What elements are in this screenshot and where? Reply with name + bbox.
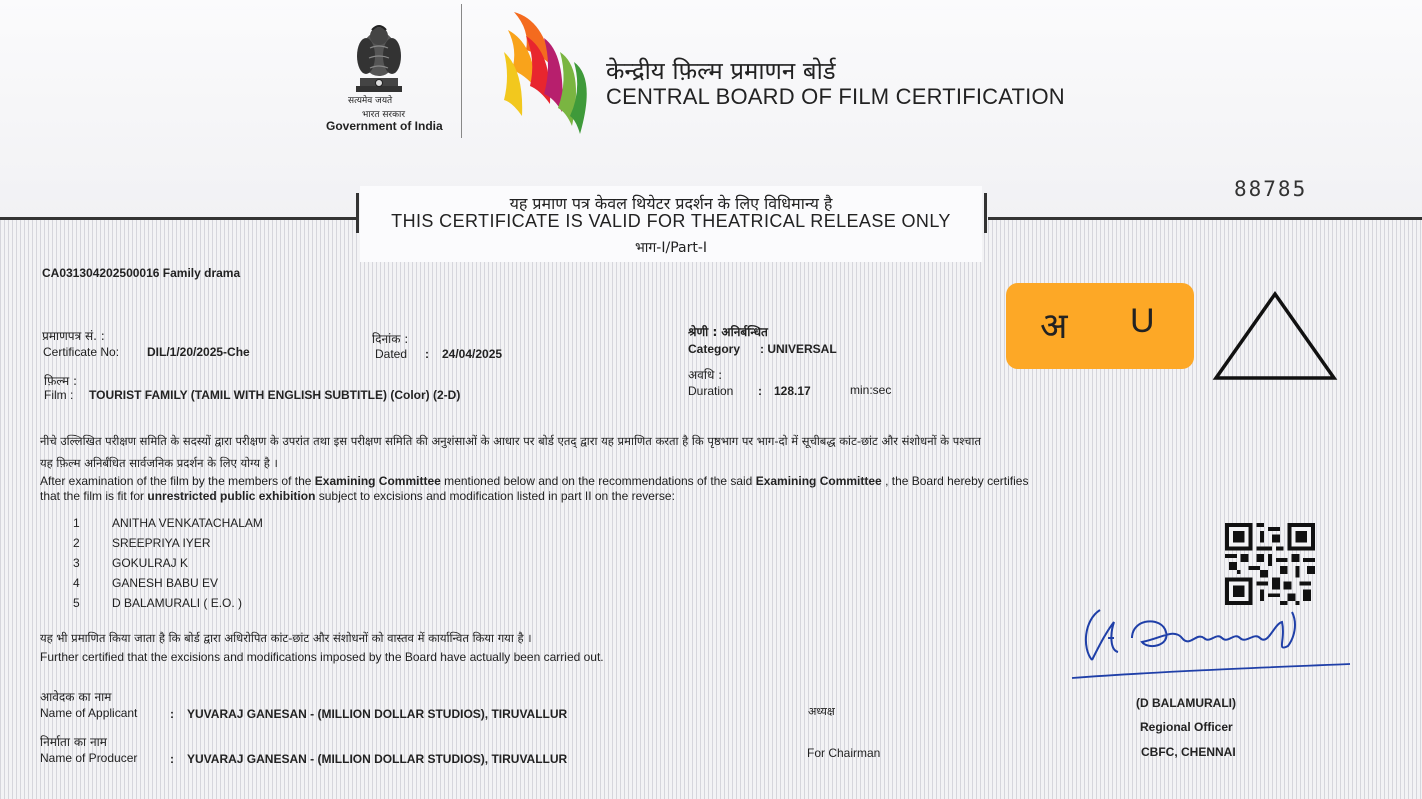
- committee-member: SREEPRIYA IYER: [112, 536, 211, 550]
- stmt-text: After examination of the film by the members of the: [40, 474, 315, 488]
- duration-label-hindi: अवधि :: [688, 368, 723, 382]
- qr-code-icon: [1224, 523, 1316, 605]
- committee-num: 5: [73, 596, 80, 610]
- rating-badge: [1006, 283, 1194, 369]
- further-english: Further certified that the excisions and modifications imposed by the Board have actually been carried out.: [40, 650, 604, 664]
- for-chairman: For Chairman: [807, 746, 881, 760]
- producer-name: YUVARAJ GANESAN - (MILLION DOLLAR STUDIOS), TIRUVALLUR: [187, 752, 568, 766]
- committee-member: GOKULRAJ K: [112, 556, 189, 570]
- rating-hindi: अ: [1040, 306, 1068, 347]
- board-name-hindi: केन्द्रीय फ़िल्म प्रमाणन बोर्ड: [606, 57, 836, 85]
- category-label-hindi: श्रेणी : अनिर्बन्धित: [688, 325, 768, 339]
- committee-num: 3: [73, 556, 80, 570]
- cert-no-value: DIL/1/20/2025-Che: [147, 345, 250, 359]
- applicant-separator: :: [170, 707, 174, 721]
- stmt-text: that the film is fit for: [40, 489, 148, 503]
- stmt-bold: unrestricted public exhibition: [147, 489, 316, 503]
- banner-bracket-right: [984, 193, 987, 233]
- signature-icon: [1070, 598, 1352, 686]
- producer-label-hindi: निर्माता का नाम: [40, 735, 107, 749]
- header-divider: [461, 4, 462, 138]
- statement-english-1: [40, 474, 1330, 488]
- statement-english-2: [40, 489, 675, 503]
- national-emblem-icon: [344, 18, 414, 96]
- cert-no-label: Certificate No:: [43, 345, 120, 359]
- rule-left: [0, 217, 358, 220]
- further-hindi: यह भी प्रमाणित किया जाता है कि बोर्ड द्वारा अधिरोपित कांट-छांट और संशोधनों को वास्तव में कार्यान्वित किया गया है ।: [40, 631, 532, 645]
- triangle-symbol-icon: [1212, 290, 1338, 382]
- stmt-text: subject to excisions and modification listed in part II on the reverse:: [315, 489, 675, 503]
- reference-number: CA031304202500016 Family drama: [42, 266, 241, 280]
- goi-hindi: भारत सरकार: [362, 110, 406, 120]
- rating-english: U: [1130, 302, 1155, 340]
- chairman-hindi: अध्यक्ष: [808, 705, 835, 718]
- film-title: TOURIST FAMILY (TAMIL WITH ENGLISH SUBTITLE) (Color) (2-D): [89, 388, 461, 402]
- applicant-label: Name of Applicant: [40, 706, 138, 720]
- banner-hindi: यह प्रमाण पत्र केवल थियेटर प्रदर्शन के लिए विधिमान्य है: [509, 194, 833, 213]
- officer-office: CBFC, CHENNAI: [1141, 745, 1236, 759]
- banner-english: THIS CERTIFICATE IS VALID FOR THEATRICAL RELEASE ONLY: [391, 211, 951, 231]
- stmt-bold: Examining Committee: [314, 474, 441, 488]
- committee-num: 4: [73, 576, 80, 590]
- duration-separator: :: [758, 384, 762, 398]
- goi-motto: सत्यमेव जयते: [348, 96, 393, 106]
- date-label: Dated: [375, 347, 408, 361]
- officer-name: (D BALAMURALI): [1136, 696, 1236, 710]
- banner-part: भाग-I/Part-I: [634, 240, 708, 256]
- stmt-text: mentioned below and on the recommendations of the said: [440, 474, 756, 488]
- date-label-hindi: दिनांक :: [372, 332, 409, 346]
- committee-num: 2: [73, 536, 80, 550]
- rule-right: [988, 217, 1422, 220]
- duration-label: Duration: [688, 384, 734, 398]
- duration-value: 128.17: [774, 384, 811, 398]
- date-separator: :: [425, 347, 429, 361]
- cbfc-logo-icon: [500, 8, 598, 136]
- applicant-name: YUVARAJ GANESAN - (MILLION DOLLAR STUDIOS), TIRUVALLUR: [187, 707, 568, 721]
- duration-unit: min:sec: [850, 383, 892, 397]
- officer-title: Regional Officer: [1140, 720, 1233, 734]
- producer-separator: :: [170, 752, 174, 766]
- stmt-bold: Examining Committee: [755, 474, 882, 488]
- statement-hindi-2: यह फ़िल्म अनिर्बंधित सार्वजनिक प्रदर्शन के लिए योग्य है ।: [40, 456, 278, 470]
- applicant-label-hindi: आवेदक का नाम: [40, 690, 112, 704]
- committee-member: ANITHA VENKATACHALAM: [112, 516, 263, 530]
- cert-no-label-hindi: प्रमाणपत्र सं. :: [42, 329, 105, 343]
- category-value: : UNIVERSAL: [760, 342, 837, 356]
- banner-bracket-left: [356, 193, 359, 233]
- statement-hindi-1: नीचे उल्लिखित परीक्षण समिति के सदस्यों द्वारा परीक्षण के उपरांत तथा इस परीक्षण समिति की अनुशंसाओं के आधार पर बोर्ड एतद् द्वारा यह प्रमाणित करता है कि पृष्ठभाग पर भाग-दो में सूचीबद्ध कांट-छांट और संशोधनों के पश्चात: [40, 434, 981, 448]
- goi-english: Government of India: [326, 119, 443, 133]
- film-label: Film :: [44, 388, 74, 402]
- date-value: 24/04/2025: [442, 347, 503, 361]
- serial-number: 88785: [1234, 177, 1308, 201]
- category-label: Category: [688, 342, 741, 356]
- film-label-hindi: फ़िल्म :: [44, 374, 78, 388]
- stmt-text: , the Board hereby certifies: [881, 474, 1029, 488]
- committee-member: GANESH BABU EV: [112, 576, 219, 590]
- committee-num: 1: [73, 516, 80, 530]
- producer-label: Name of Producer: [40, 751, 138, 765]
- committee-member: D BALAMURALI ( E.O. ): [112, 596, 243, 610]
- board-name-english: CENTRAL BOARD OF FILM CERTIFICATION: [606, 84, 1065, 109]
